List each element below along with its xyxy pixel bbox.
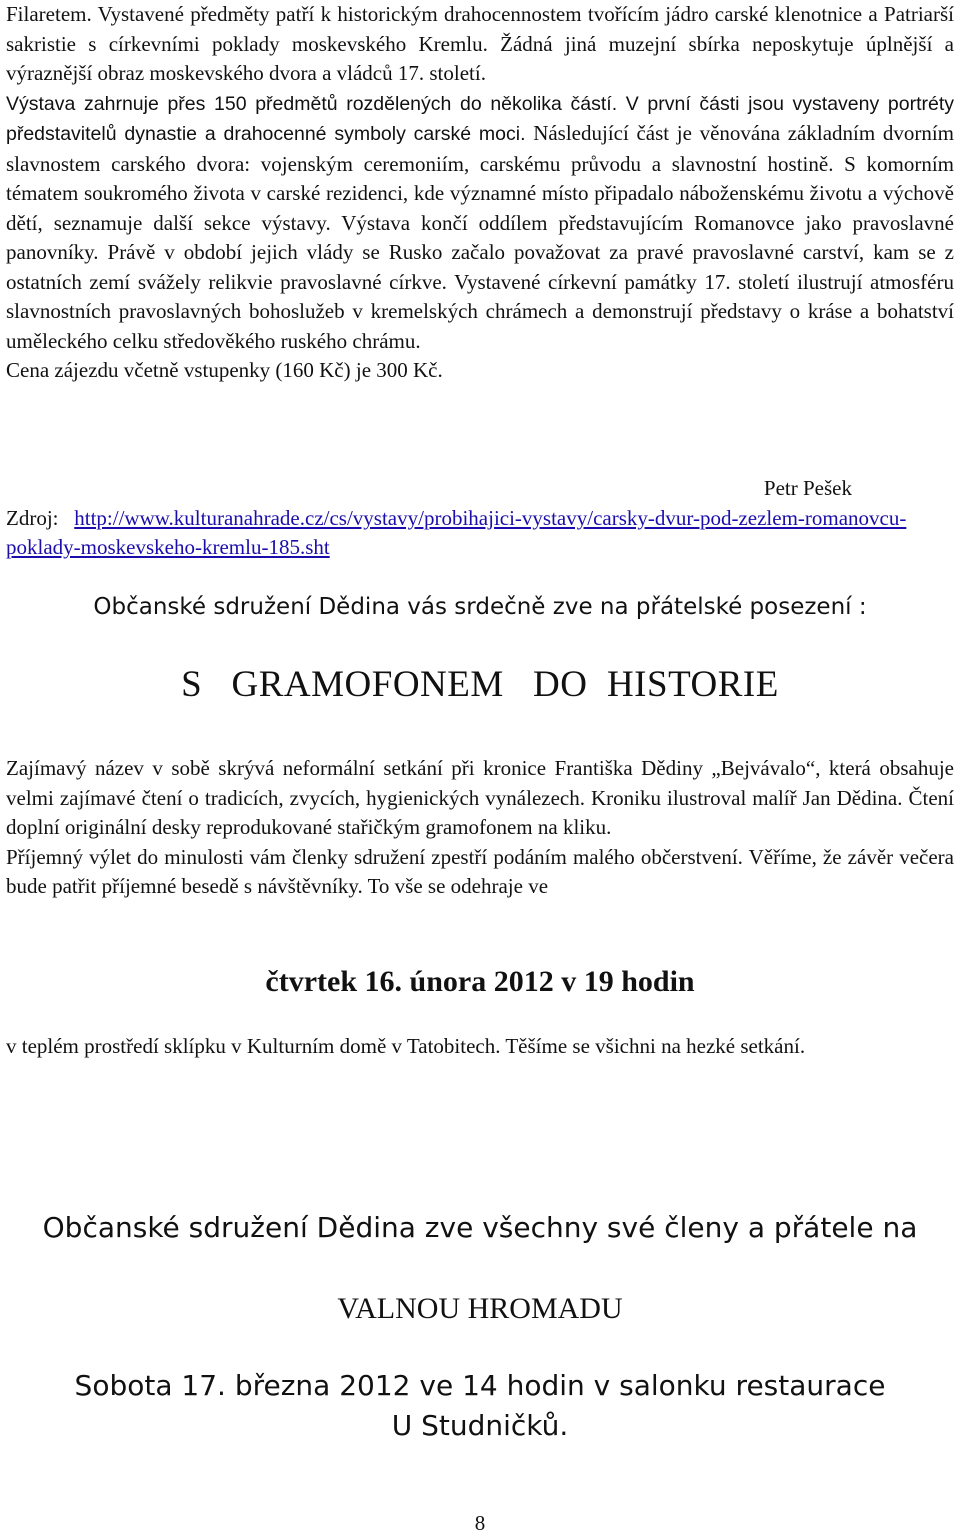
- invitation-venue: [6, 1032, 954, 1062]
- page-number: 8: [474, 1511, 486, 1535]
- assembly-title: VALNOU HROMADU: [337, 1292, 623, 1325]
- invitation-body: [6, 754, 954, 902]
- article-paragraph-2-sans: Výstava zahrnuje přes 150 předmětů rozdělených do několika částí. V první části jsou vystaveny portréty představitelů dynastie a drahocenné symboly carské moci.: [6, 92, 954, 145]
- invitation-paragraph-1: Zajímavý název v sobě skrývá neformální setkání při kronice Františka Dědiny „Bejvávalo“, která obsahuje velmi zajímavé čtení o tradicích, zvycích, hygienických vynálezech. Kroniku ilustroval malíř Jan Dědina. Čtení doplní originální desky reprodukované stařičkým gramofonem na kliku.: [6, 756, 954, 839]
- article-paragraph-2: [6, 89, 954, 357]
- invitation-paragraph-2: Příjemný výlet do minulosti vám členky sdružení zpestří podáním malého občerstvení. Věříme, že závěr večera bude patřit příjemné besedě s návštěvníky. To vše se odehraje ve: [6, 844, 954, 898]
- invitation-intro: Občanské sdružení Dědina vás srdečně zve na přátelské posezení :: [93, 594, 867, 620]
- trip-price: Cena zájezdu včetně vstupenky (160 Kč) je 300 Kč.: [6, 358, 443, 382]
- invitation-title: S GRAMOFONEM DO HISTORIE: [181, 664, 779, 705]
- author-signature: Petr Pešek: [763, 476, 852, 500]
- assembly-intro: Občanské sdružení Dědina zve všechny své členy a přátele na: [42, 1211, 918, 1244]
- source-link[interactable]: http://www.kulturanahrade.cz/cs/vystavy/probihajici-vystavy/carsky-dvur-pod-zezlem-romanovcu-poklady-moskevskeho-kremlu-185.sht: [6, 506, 907, 559]
- article-paragraph-1: Filaretem. Vystavené předměty patří k historickým drahocennostem tvořícím jádro carské klenotnice a Patriarší sakristie s církevními poklady moskevského Kremlu. Žádná jiná muzejní sbírka neposkytuje úplnější a výraznější obraz moskevského dvora a vládců 17. století.: [6, 2, 954, 85]
- event-date: čtvrtek 16. února 2012 v 19 hodin: [265, 965, 695, 998]
- invitation-paragraph-3: v teplém prostředí sklípku v Kulturním domě v Tatobitech. Těšíme se všichni na hezké setkání.: [6, 1034, 806, 1058]
- article-body: [6, 0, 954, 386]
- article-paragraph-2-serif: Následující část je věnována základním dvorním slavnostem carského dvora: vojenským ceremoniím, carskému průvodu a slavnostní hostině. S komorním tématem soukromého života v carské rezidenci, kde významné místo připadalo náboženskému životu a výchově dětí, seznamuje další sekce výstavy. Výstava končí oddílem představujícím Romanovce jako pravoslavné panovníky. Právě v období jejich vlády se Rusko začalo považovat za pravé pravoslavné carství, kam se z ostatních zemí svážely relikvie pravoslavné církve. Vystavené církevní památky 17. století ilustrují atmosféru slavnostních pravoslavných bohoslužeb v kremelských chrámech a demonstrují představy o kráse a bohatství uměleckého celku středověkého ruského chrámu.: [6, 121, 954, 353]
- source-line: [6, 504, 954, 562]
- assembly-details: Sobota 17. března 2012 ve 14 hodin v salonku restaurace U Studničků.: [74, 1369, 886, 1442]
- source-label: Zdroj:: [6, 506, 59, 530]
